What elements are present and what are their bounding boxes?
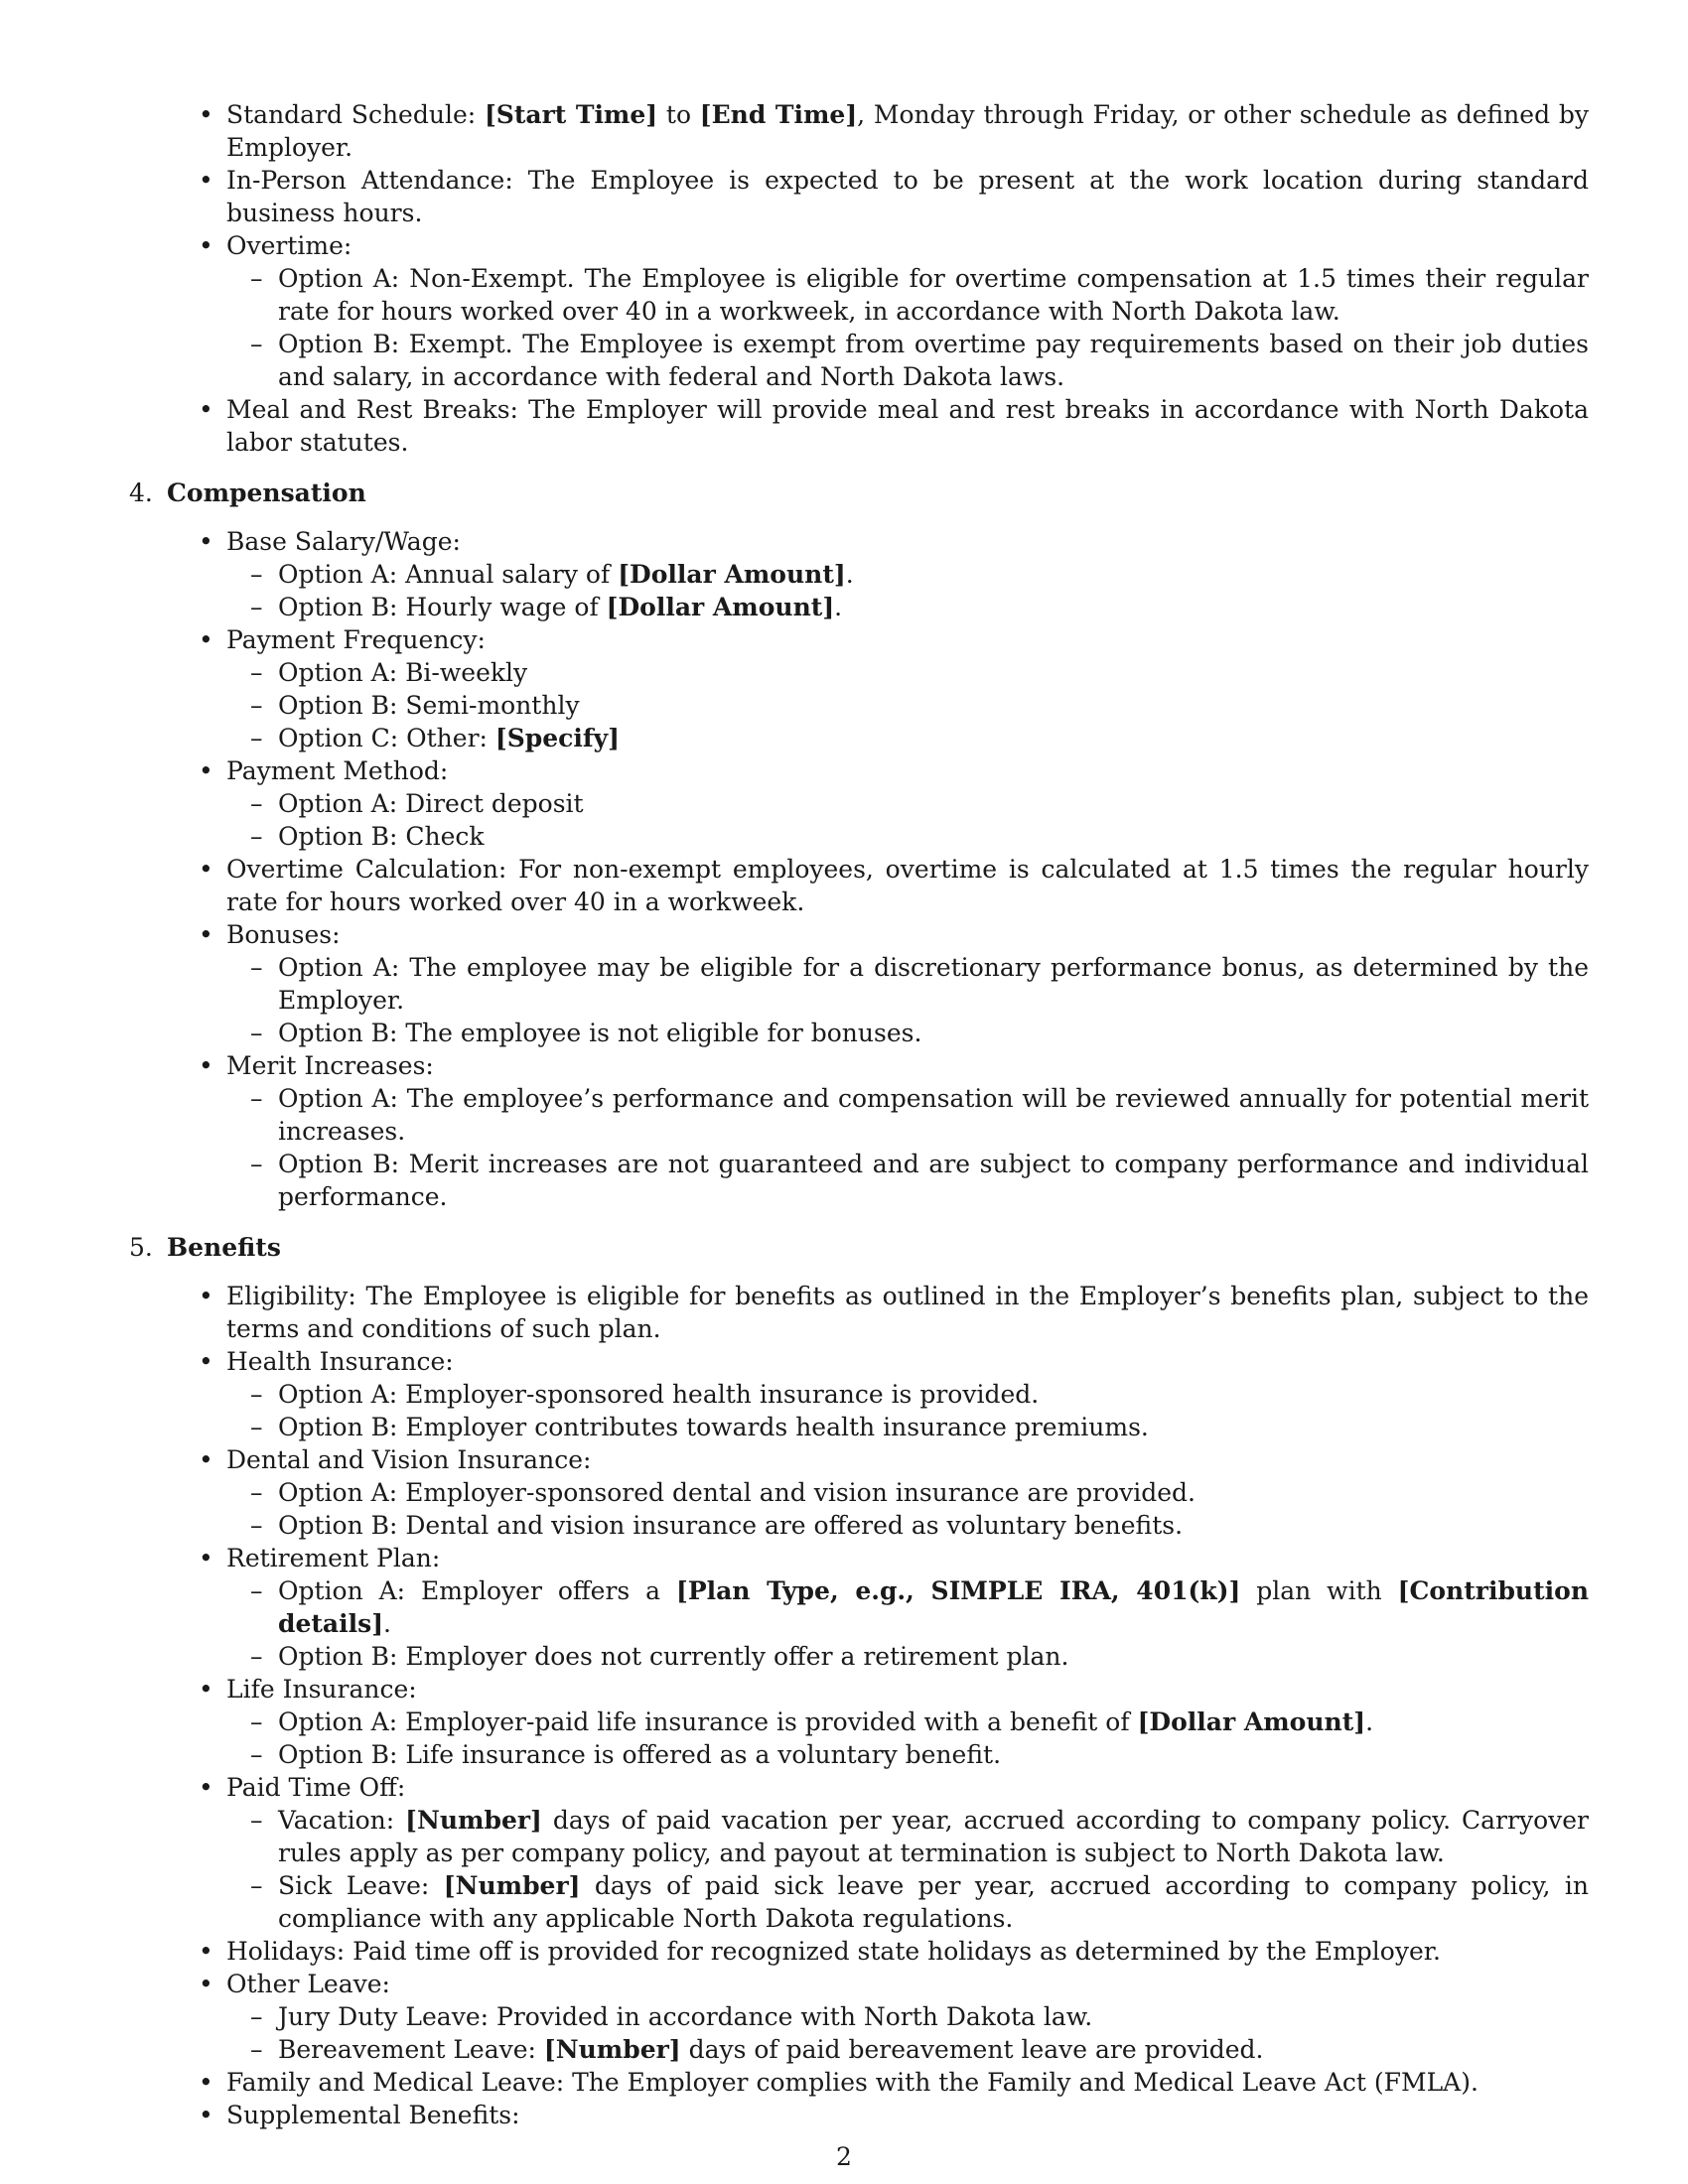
- list-item: • Supplemental Benefits:: [226, 2099, 1589, 2131]
- list-item: • Life Insurance:: [226, 1673, 1589, 1706]
- list-item: [226, 98, 1589, 164]
- sub-list-item: – Option A: Bi-weekly: [278, 656, 1589, 689]
- item-text: Option A: Annual salary of: [278, 560, 619, 589]
- sub-list-item: – Option B: Employer does not currently offer a retirement plan.: [278, 1640, 1589, 1673]
- document-body: [129, 98, 1589, 2131]
- list-item: • Base Salary/Wage:: [226, 525, 1589, 558]
- list-item: • Health Insurance:: [226, 1345, 1589, 1378]
- item-text: Option B: Hourly wage of: [278, 593, 607, 621]
- placeholder-field: [Number]: [443, 1871, 581, 1900]
- compensation-list: [129, 525, 1589, 1213]
- list-item: • Overtime Calculation: For non-exempt employees, overtime is calculated at 1.5 times the regular hourly rate for hours worked over 40 in a workweek.: [226, 853, 1589, 918]
- item-text: days of paid vacation per year, accrued according to company policy. Carryover rules apply as per company policy, and payout at termination is subject to North Dakota law.: [278, 1806, 1590, 1867]
- item-text: Option A: Employer offers a: [278, 1576, 676, 1605]
- sub-list-item: [278, 558, 1589, 591]
- placeholder-field: [Start Time]: [484, 100, 658, 129]
- sub-list-item: – Option A: Employer-sponsored dental and vision insurance are provided.: [278, 1476, 1589, 1509]
- sub-list-item: – Option A: Employer-sponsored health insurance is provided.: [278, 1378, 1589, 1411]
- sub-list-item: – Option A: Direct deposit: [278, 787, 1589, 820]
- item-text: , Monday through Friday, or other schedule as defined by Employer.: [226, 100, 1589, 162]
- list-item: • Retirement Plan:: [226, 1542, 1589, 1574]
- section-heading-benefits: [129, 1231, 1589, 1264]
- page-number: 2: [836, 2142, 852, 2171]
- item-text: plan with: [1240, 1576, 1398, 1605]
- placeholder-field: [End Time]: [699, 100, 858, 129]
- sub-list-item: [278, 1574, 1589, 1640]
- item-text: .: [383, 1609, 391, 1638]
- item-label: Standard Schedule:: [226, 100, 477, 129]
- item-text: to: [657, 100, 700, 129]
- item-text: .: [834, 593, 843, 621]
- section-number: 4.: [129, 478, 153, 507]
- benefits-list: [129, 1280, 1589, 2131]
- sub-list-item: [278, 1869, 1589, 1935]
- sub-list-item: – Option B: Semi-monthly: [278, 689, 1589, 722]
- item-text: Sick Leave:: [278, 1871, 444, 1900]
- sub-list-item: – Option A: Non-Exempt. The Employee is eligible for overtime compensation at 1.5 times their regular rate for hours worked over 40 in a workweek, in accordance with North Dakota law.: [278, 262, 1589, 328]
- placeholder-field: [Dollar Amount]: [618, 560, 846, 589]
- item-text: Option C: Other:: [278, 724, 495, 752]
- list-item: • Bonuses:: [226, 918, 1589, 951]
- continued-list: [129, 98, 1589, 459]
- placeholder-field: [Dollar Amount]: [606, 593, 835, 621]
- list-item: • Overtime:: [226, 229, 1589, 262]
- list-item: • In-Person Attendance: The Employee is expected to be present at the work location during standard business hours.: [226, 164, 1589, 229]
- sub-list-item: – Option B: Check: [278, 820, 1589, 853]
- list-item: • Paid Time Off:: [226, 1771, 1589, 1804]
- item-text: Bereavement Leave:: [278, 2035, 544, 2064]
- sub-list-item: – Option B: Employer contributes towards health insurance premiums.: [278, 1411, 1589, 1443]
- sub-list-item: – Option A: The employee’s performance and compensation will be reviewed annually for potential merit increases.: [278, 1082, 1589, 1148]
- list-item: • Other Leave:: [226, 1968, 1589, 2000]
- placeholder-field: [Contribution details]: [278, 1576, 1590, 1638]
- sub-list-item: [278, 1706, 1589, 1738]
- sub-list-item: – Option B: Dental and vision insurance are offered as voluntary benefits.: [278, 1509, 1589, 1542]
- sub-list-item: – Jury Duty Leave: Provided in accordance with North Dakota law.: [278, 2000, 1589, 2033]
- item-text: days of paid bereavement leave are provided.: [680, 2035, 1264, 2064]
- placeholder-field: [Number]: [543, 2035, 681, 2064]
- list-item: • Payment Method:: [226, 754, 1589, 787]
- list-item: • Dental and Vision Insurance:: [226, 1443, 1589, 1476]
- sub-list-item: – Option B: Exempt. The Employee is exempt from overtime pay requirements based on their job duties and salary, in accordance with federal and North Dakota laws.: [278, 328, 1589, 393]
- section-title: Benefits: [167, 1233, 281, 1262]
- sub-list-item: – Option B: The employee is not eligible for bonuses.: [278, 1017, 1589, 1049]
- list-item: • Meal and Rest Breaks: The Employer will provide meal and rest breaks in accordance with North Dakota labor statutes.: [226, 393, 1589, 459]
- sub-list-item: – Option B: Life insurance is offered as a voluntary benefit.: [278, 1738, 1589, 1771]
- section-title: Compensation: [167, 478, 366, 507]
- sub-list-item: [278, 1804, 1589, 1869]
- list-item: • Payment Frequency:: [226, 623, 1589, 656]
- sub-list-item: – Option A: The employee may be eligible for a discretionary performance bonus, as determined by the Employer.: [278, 951, 1589, 1017]
- item-text: days of paid sick leave per year, accrued according to company policy, in compliance with any applicable North Dakota regulations.: [278, 1871, 1589, 1933]
- section-number: 5.: [129, 1233, 153, 1262]
- item-text: .: [845, 560, 854, 589]
- list-item: • Merit Increases:: [226, 1049, 1589, 1082]
- list-item: • Family and Medical Leave: The Employer complies with the Family and Medical Leave Act (FMLA).: [226, 2066, 1589, 2099]
- item-text: Vacation:: [278, 1806, 406, 1835]
- item-text: Option A: Employer-paid life insurance is provided with a benefit of: [278, 1707, 1138, 1736]
- item-text: .: [1365, 1707, 1374, 1736]
- section-heading-compensation: [129, 477, 1589, 509]
- sub-list-item: [278, 2033, 1589, 2066]
- sub-list-item: – Option B: Merit increases are not guaranteed and are subject to company performance and individual performance.: [278, 1148, 1589, 1213]
- list-item: • Holidays: Paid time off is provided for recognized state holidays as determined by the Employer.: [226, 1935, 1589, 1968]
- sub-list-item: [278, 591, 1589, 623]
- placeholder-field: [Number]: [405, 1806, 542, 1835]
- placeholder-field: [Specify]: [494, 724, 621, 752]
- placeholder-field: [Dollar Amount]: [1137, 1707, 1366, 1736]
- sub-list-item: [278, 722, 1589, 754]
- placeholder-field: [Plan Type, e.g., SIMPLE IRA, 401(k)]: [675, 1576, 1241, 1605]
- list-item: • Eligibility: The Employee is eligible for benefits as outlined in the Employer’s benefits plan, subject to the terms and conditions of such plan.: [226, 1280, 1589, 1345]
